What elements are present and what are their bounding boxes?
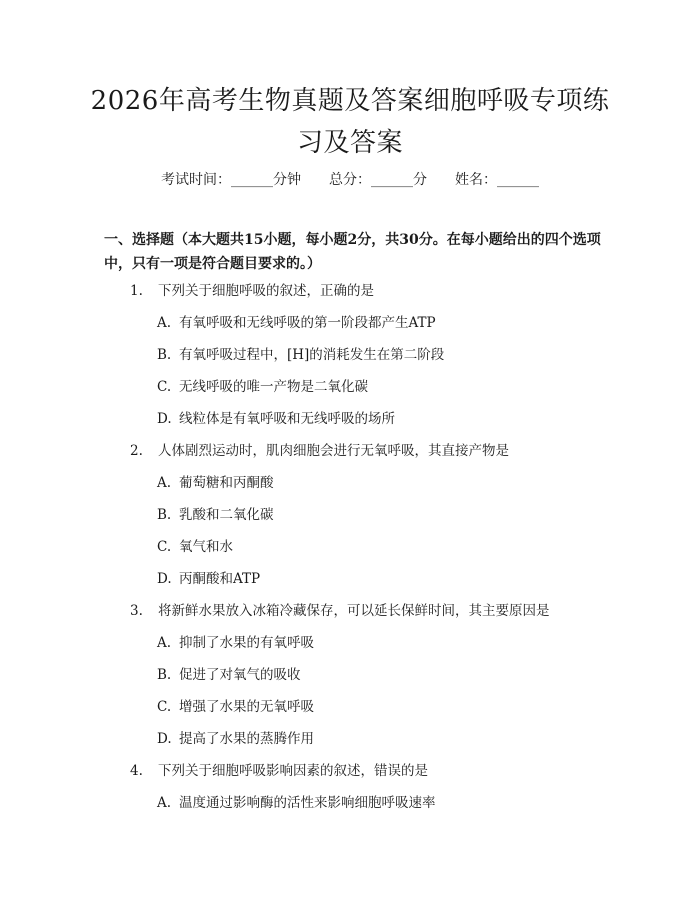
exam-info: 考试时间：______分钟 总分：______分 姓名：______ bbox=[161, 172, 539, 188]
option-2c bbox=[157, 537, 233, 557]
option-text: 有氧呼吸过程中，[H]的消耗发生在第二阶段 bbox=[179, 347, 445, 363]
question-3 bbox=[130, 601, 550, 621]
question-number: 4. bbox=[130, 763, 143, 779]
option-letter: C. bbox=[157, 699, 172, 715]
option-text: 有氧呼吸和无线呼吸的第一阶段都产生ATP bbox=[179, 315, 436, 331]
option-3b bbox=[157, 665, 301, 685]
question-number: 3. bbox=[130, 603, 143, 619]
option-letter: D. bbox=[157, 411, 172, 427]
option-text: 线粒体是有氧呼吸和无线呼吸的场所 bbox=[179, 411, 395, 427]
option-2b bbox=[157, 505, 274, 525]
question-2 bbox=[130, 441, 509, 461]
option-1a bbox=[157, 313, 436, 333]
option-3a bbox=[157, 633, 314, 653]
option-1b bbox=[157, 345, 444, 365]
question-text: 将新鲜水果放入冰箱冷藏保存，可以延长保鲜时间，其主要原因是 bbox=[158, 603, 550, 619]
question-number: 1. bbox=[130, 283, 143, 299]
question-text: 下列关于细胞呼吸的叙述，正确的是 bbox=[158, 283, 374, 299]
option-letter: D. bbox=[157, 571, 172, 587]
question-number: 2. bbox=[130, 443, 143, 459]
option-2a bbox=[157, 473, 274, 493]
question-text: 下列关于细胞呼吸影响因素的叙述，错误的是 bbox=[158, 763, 428, 779]
option-letter: B. bbox=[157, 667, 172, 683]
option-1c bbox=[157, 377, 368, 397]
option-2d bbox=[157, 569, 260, 589]
option-letter: C. bbox=[157, 539, 172, 555]
option-text: 葡萄糖和丙酮酸 bbox=[179, 475, 274, 491]
option-text: 乳酸和二氧化碳 bbox=[179, 507, 274, 523]
question-1 bbox=[130, 281, 374, 301]
option-text: 促进了对氧气的吸收 bbox=[179, 667, 301, 683]
option-1d bbox=[157, 409, 395, 429]
option-letter: D. bbox=[157, 731, 172, 747]
option-text: 抑制了水果的有氧呼吸 bbox=[179, 635, 314, 651]
page-title: 2026年高考生物真题及答案细胞呼吸专项练习及答案 bbox=[90, 86, 610, 158]
option-3d bbox=[157, 729, 314, 749]
option-letter: B. bbox=[157, 507, 172, 523]
option-4a bbox=[157, 793, 436, 813]
question-text: 人体剧烈运动时，肌肉细胞会进行无氧呼吸，其直接产物是 bbox=[158, 443, 509, 459]
option-text: 丙酮酸和ATP bbox=[179, 571, 261, 587]
question-4 bbox=[130, 761, 428, 781]
option-text: 氧气和水 bbox=[179, 539, 233, 555]
option-text: 提高了水果的蒸腾作用 bbox=[179, 731, 314, 747]
option-letter: C. bbox=[157, 379, 172, 395]
option-letter: A. bbox=[157, 795, 172, 811]
option-letter: B. bbox=[157, 347, 172, 363]
option-letter: A. bbox=[157, 315, 172, 331]
section-heading: 一、选择题（本大题共15小题，每小题2分，共30分。在每小题给出的四个选项中，只有一项是符合题目要求的。） bbox=[104, 232, 601, 272]
option-letter: A. bbox=[157, 635, 172, 651]
option-text: 增强了水果的无氧呼吸 bbox=[179, 699, 314, 715]
option-letter: A. bbox=[157, 475, 172, 491]
option-3c bbox=[157, 697, 314, 717]
option-text: 温度通过影响酶的活性来影响细胞呼吸速率 bbox=[179, 795, 436, 811]
option-text: 无线呼吸的唯一产物是二氧化碳 bbox=[179, 379, 368, 395]
